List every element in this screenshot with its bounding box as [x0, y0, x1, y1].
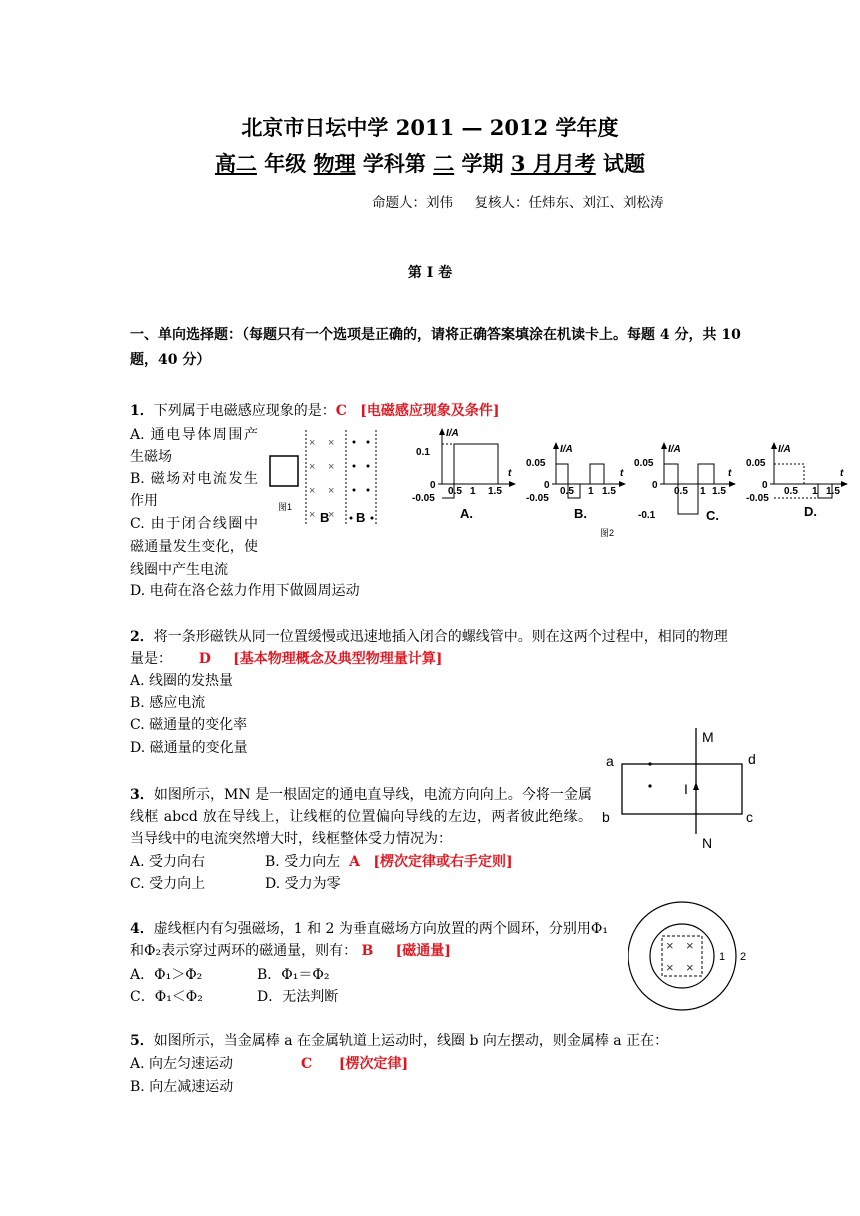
graph-a — [412, 428, 516, 521]
fig2-label: 图2 — [600, 528, 615, 538]
svg-text:c: c — [746, 809, 753, 825]
fig1-label: 图1 — [278, 502, 293, 512]
q4-option-b: B．Φ₁＝Φ₂ — [257, 967, 330, 983]
svg-text:×: × — [686, 938, 694, 953]
q2-option-c: C. 磁通量的变化率 — [130, 717, 248, 733]
q1-option-d: D. 电荷在洛仑兹力作用下做圆周运动 — [130, 583, 360, 599]
q3-option-b: B. 受力向左 A [楞次定律或右手定则] — [265, 854, 513, 870]
q1-stem: 1．下列属于电磁感应现象的是：C [电磁感应现象及条件] — [130, 403, 500, 419]
svg-text:1: 1 — [719, 951, 726, 963]
q1-option-b: B. 磁场对电流发生作用 — [130, 471, 258, 509]
svg-text:-0.05: -0.05 — [526, 493, 549, 504]
svg-text:I/A: I/A — [778, 444, 791, 455]
q4-option-a: A．Φ₁＞Φ₂ — [130, 967, 203, 983]
q2-option-d: D. 磁通量的变化量 — [130, 740, 248, 756]
fig1-b-left: B — [320, 510, 330, 525]
svg-text:0.5: 0.5 — [784, 486, 798, 497]
svg-text:×: × — [309, 485, 316, 497]
graph-b — [526, 442, 626, 521]
svg-text:0: 0 — [652, 480, 658, 491]
svg-text:1.5: 1.5 — [826, 486, 840, 497]
exam-subtitle: 高二 年级 物理 学科第 二 学期 3 月月考 试题 — [214, 151, 646, 176]
svg-text:d: d — [748, 751, 756, 767]
svg-text:×: × — [328, 485, 335, 497]
exam-name: 3 月月考 — [510, 151, 596, 176]
q2-stem: 2．将一条形磁铁从同一位置缓慢或迅速地插入闭合的螺线管中。则在这两个过程中，相同的物理量是： D [基本物理概念及典型物理量计算] — [130, 629, 728, 667]
fig1-magnetic-field — [264, 428, 384, 528]
svg-text:×: × — [309, 509, 316, 521]
authors: 命题人：刘伟 复核人：任炜东、刘江、刘松涛 — [372, 195, 664, 211]
svg-text:1: 1 — [812, 486, 818, 497]
fig-q4-rings — [628, 898, 768, 1016]
svg-text:-0.05: -0.05 — [412, 493, 435, 504]
svg-text:×: × — [309, 461, 316, 473]
svg-text:0.1: 0.1 — [416, 447, 430, 458]
q5-option-b: B. 向左减速运动 — [130, 1079, 234, 1095]
svg-text:a: a — [606, 753, 614, 769]
svg-text:M: M — [702, 729, 714, 745]
svg-text:×: × — [666, 960, 674, 975]
svg-text:-0.05: -0.05 — [746, 493, 769, 504]
grade: 高二 — [214, 151, 257, 176]
fig1-loop — [270, 456, 298, 486]
svg-text:×: × — [328, 437, 335, 449]
svg-text:×: × — [666, 938, 674, 953]
svg-text:0: 0 — [430, 480, 436, 491]
q5-option-a: A. 向左匀速运动 C [楞次定律] — [130, 1056, 409, 1072]
svg-text:0.05: 0.05 — [634, 458, 654, 469]
svg-text:×: × — [328, 509, 335, 521]
q3-stem: 3．如图所示，MN 是一根固定的通电直导线，电流方向向上。今将一金属线框 abcd 放在导线上，让线框的位置偏向导线的左边，两者彼此绝缘。当导线中的电流突然增大时，线框整体受力情况为： — [130, 787, 592, 847]
svg-text:1: 1 — [588, 486, 594, 497]
svg-text:0.5: 0.5 — [674, 486, 688, 497]
svg-text:0.05: 0.05 — [526, 458, 546, 469]
svg-text:2: 2 — [740, 951, 747, 963]
svg-text:t: t — [840, 468, 844, 479]
q4-option-c: C．Φ₁＜Φ₂ — [130, 989, 203, 1005]
svg-text:0.5: 0.5 — [560, 486, 574, 497]
svg-text:×: × — [328, 461, 335, 473]
q2-option-a: A. 线圈的发热量 — [130, 673, 234, 689]
svg-text:b: b — [602, 809, 610, 825]
q4-option-d: D．无法判断 — [257, 989, 339, 1005]
graph-b-label: B. — [574, 506, 587, 521]
q1-option-a: A. 通电导体周围产生磁场 — [130, 427, 258, 465]
subject: 物理 — [313, 151, 356, 176]
graph-a-label: A. — [460, 506, 473, 521]
svg-text:1: 1 — [470, 486, 476, 497]
metal-frame — [622, 764, 742, 814]
svg-text:-0.1: -0.1 — [638, 510, 656, 521]
svg-text:N: N — [702, 835, 713, 851]
svg-text:I/A: I/A — [446, 428, 459, 439]
q3-option-d: D. 受力为零 — [265, 876, 341, 892]
svg-text:t: t — [508, 468, 512, 479]
section-heading: 一、单向选择题：（每题只有一个选项是正确的，请将正确答案填涂在机读卡上。每题 4 分，共 10 题，40 分） — [130, 327, 741, 368]
svg-text:1.5: 1.5 — [602, 486, 616, 497]
svg-text:1: 1 — [700, 486, 706, 497]
graph-d — [746, 442, 848, 519]
svg-text:1.5: 1.5 — [712, 486, 726, 497]
fig1-b-right: B — [356, 510, 366, 525]
fig2-current-graphs — [408, 424, 856, 542]
svg-text:t: t — [728, 468, 732, 479]
q5-stem: 5．如图所示，当金属棒 a 在金属轨道上运动时，线圈 b 向左摆动，则金属棒 a 正在： — [130, 1033, 669, 1049]
fig-q3-wire-frame — [598, 722, 768, 854]
term: 二 — [433, 151, 455, 176]
svg-text:0.05: 0.05 — [746, 458, 766, 469]
volume-label: 第 I 卷 — [407, 265, 453, 281]
graph-d-label: D. — [804, 504, 817, 519]
graph-c — [634, 442, 736, 523]
q3-option-c: C. 受力向上 — [130, 876, 206, 892]
q1-option-c: C. 由于闭合线圈中磁通量发生变化，使线圈中产生电流 — [130, 516, 258, 578]
svg-text:I/A: I/A — [560, 444, 573, 455]
exam-title: 北京市日坛中学 2011 — 2012 学年度 — [241, 115, 619, 140]
svg-text:0: 0 — [544, 480, 550, 491]
ring-1 — [650, 924, 714, 988]
svg-text:0.5: 0.5 — [448, 486, 462, 497]
svg-text:1.5: 1.5 — [488, 486, 502, 497]
graph-c-label: C. — [706, 508, 719, 523]
svg-text:0: 0 — [762, 480, 768, 491]
svg-text:I/A: I/A — [668, 444, 681, 455]
svg-text:×: × — [686, 960, 694, 975]
q2-option-b: B. 感应电流 — [130, 695, 206, 711]
q4-stem: 4．虚线框内有匀强磁场，1 和 2 为垂直磁场方向放置的两个圆环，分别用Φ₁和Φ₂表示穿过两环的磁通量，则有： B [磁通量] — [130, 921, 609, 959]
q3-option-a: A. 受力向右 — [130, 854, 206, 870]
svg-text:t: t — [620, 468, 624, 479]
svg-text:I: I — [684, 781, 688, 797]
svg-text:×: × — [309, 437, 316, 449]
